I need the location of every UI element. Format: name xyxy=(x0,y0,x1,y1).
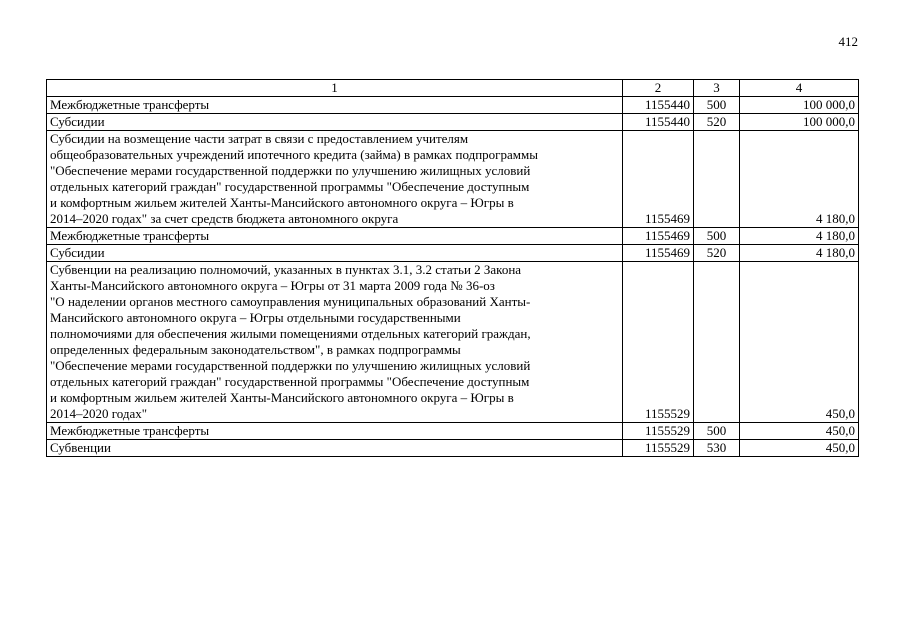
table-row xyxy=(47,245,859,262)
table-row xyxy=(47,97,859,114)
table-row xyxy=(47,423,859,440)
column-header-name: 1 xyxy=(47,80,623,97)
row-name: Межбюджетные трансферты xyxy=(47,423,623,440)
row-name: Субсидии xyxy=(47,114,623,131)
row-code: 1155529 xyxy=(623,440,694,457)
row-name: Субвенции на реализацию полномочий, указанных в пунктах 3.1, 3.2 статьи 2 Закона Ханты-Мансийского автономного округа – Югры от 31 марта 2009 года № 36-оз "О наделении органов местного самоуправления муниципальных образований Ханты- Мансийского автономного округа – Югры отдельными государственными полномочиями для обеспечения жилыми помещениями отдельных категорий граждан, определенных федеральным законодательством", в рамках подпрограммы "Обеспечение мерами государственной поддержки по улучшению жилищных условий отдельных категорий граждан" государственной программы "Обеспечение доступным и комфортным жильем жителей Ханты-Мансийского автономного округа – Югры в 2014–2020 годах" xyxy=(47,262,623,423)
row-name: Субвенции xyxy=(47,440,623,457)
row-name: Субсидии на возмещение части затрат в связи с предоставлением учителям общеобразовательных учреждений ипотечного кредита (займа) в рамках подпрограммы "Обеспечение мерами государственной поддержки по улучшению жилищных условий отдельных категорий граждан" государственной программы "Обеспечение доступным и комфортным жильем жителей Ханты-Мансийского автономного округа – Югры в 2014–2020 годах" за счет средств бюджета автономного округа xyxy=(47,131,623,228)
column-header-sum: 4 xyxy=(740,80,859,97)
table-header-row xyxy=(47,80,859,97)
row-name: Межбюджетные трансферты xyxy=(47,228,623,245)
row-type xyxy=(694,262,740,423)
row-code: 1155440 xyxy=(623,97,694,114)
row-code: 1155440 xyxy=(623,114,694,131)
column-header-code: 2 xyxy=(623,80,694,97)
table-row xyxy=(47,131,859,228)
budget-table xyxy=(46,79,859,457)
row-type: 500 xyxy=(694,97,740,114)
row-sum: 450,0 xyxy=(740,440,859,457)
row-name: Субсидии xyxy=(47,245,623,262)
row-type: 530 xyxy=(694,440,740,457)
row-type: 500 xyxy=(694,423,740,440)
row-sum: 450,0 xyxy=(740,262,859,423)
row-type xyxy=(694,131,740,228)
row-type: 500 xyxy=(694,228,740,245)
row-sum: 100 000,0 xyxy=(740,97,859,114)
row-code: 1155469 xyxy=(623,245,694,262)
table-row xyxy=(47,228,859,245)
row-code: 1155469 xyxy=(623,131,694,228)
row-sum: 450,0 xyxy=(740,423,859,440)
row-sum: 4 180,0 xyxy=(740,245,859,262)
table-row xyxy=(47,440,859,457)
row-sum: 4 180,0 xyxy=(740,131,859,228)
table-row xyxy=(47,114,859,131)
row-code: 1155529 xyxy=(623,262,694,423)
row-name: Межбюджетные трансферты xyxy=(47,97,623,114)
row-sum: 4 180,0 xyxy=(740,228,859,245)
page-number: 412 xyxy=(838,34,858,49)
row-sum: 100 000,0 xyxy=(740,114,859,131)
row-code: 1155469 xyxy=(623,228,694,245)
row-type: 520 xyxy=(694,114,740,131)
row-type: 520 xyxy=(694,245,740,262)
row-code: 1155529 xyxy=(623,423,694,440)
table-row xyxy=(47,262,859,423)
column-header-type: 3 xyxy=(694,80,740,97)
